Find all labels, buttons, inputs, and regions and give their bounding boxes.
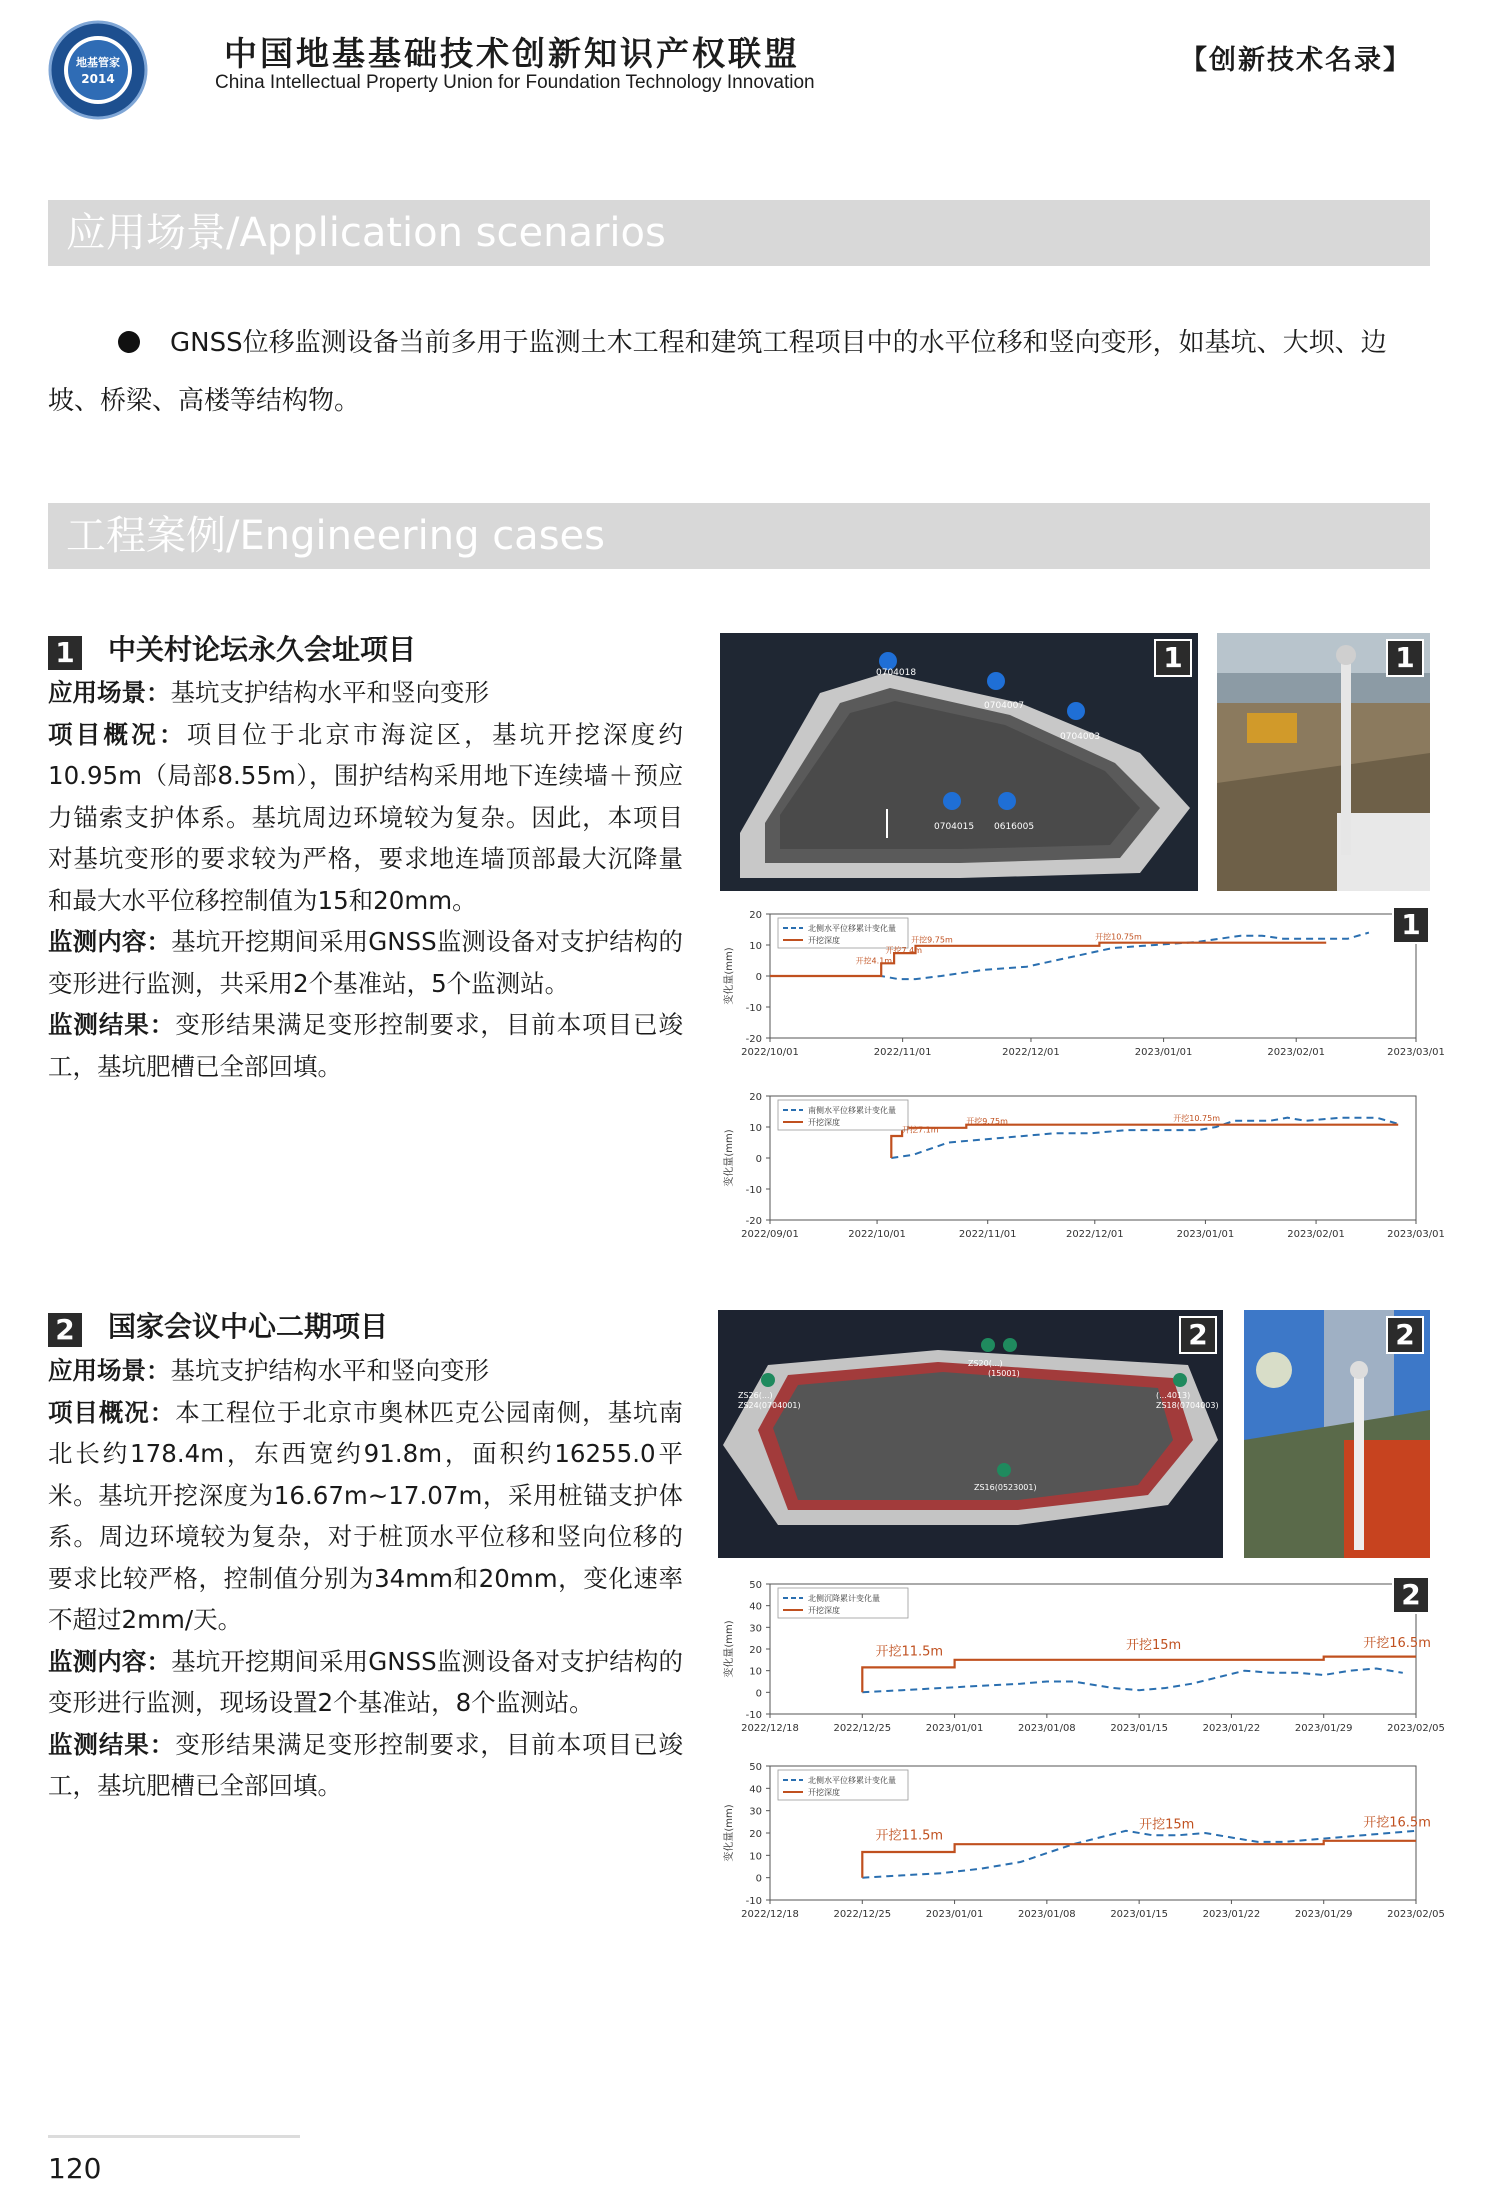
svg-text:0616005: 0616005 [994,822,1035,832]
y-tick-label: 10 [749,1666,762,1678]
x-tick-label: 2022/11/01 [873,1047,932,1058]
case1-title: 1 中关村论坛永久会址项目 [48,628,416,670]
bullet-icon [118,331,140,353]
case1-3d-model-image [720,633,1198,891]
case1-body: 应用场景：基坑支护结构水平和竖向变形 项目概况：项目位于北京市海淀区，基坑开挖深度约10.95m（局部8.55m），围护结构采用地下连续墙＋预应力锚索支护体系。基坑周边环境较为复杂。因此，本项目对基坑变形的要求较为严格，要求地连墙顶部最大沉降量和最大水平位移控制值为15和20mm。 监测内容：基坑开挖期间采用GNSS监测设备对支护结构的变形进行监测，共采用2个基准站，5个监测站。 监测结果：变形结果满足变形控制要求，目前本项目已竣工，基坑肥槽已全部回填。 [48,678,683,1081]
x-tick-label: 2023/01/22 [1202,1909,1261,1920]
excavation-annotation: 开挖11.5m [875,1644,944,1660]
y-tick-label: 50 [749,1580,762,1591]
y-tick-label: 10 [749,1123,762,1134]
y-tick-label: 20 [749,1645,762,1656]
x-tick-label: 2023/01/08 [1018,1909,1076,1920]
y-tick-label: 20 [749,910,762,921]
section-title-cases: 工程案例/Engineering cases [48,503,1430,569]
x-tick-label: 2023/01/01 [925,1909,984,1920]
y-axis-label: 变化量(mm) [724,1804,735,1862]
excavation-annotation: 开挖10.75m [1095,932,1142,942]
org-name-en: China Intellectual Property Union for Foundation Technology Innovation [215,72,815,93]
x-tick-label: 2022/10/01 [741,1047,799,1058]
y-tick-label: 10 [749,1851,762,1863]
excavation-annotation: 开挖7.1m [902,1125,939,1135]
y-tick-label: 40 [749,1601,762,1613]
chart-legend [778,1588,908,1618]
case2-body: 应用场景：基坑支护结构水平和竖向变形 项目概况：本工程位于北京市奥林匹克公园南侧，基坑南北长约178.4m，东西宽约91.8m，面积约16255.0平米。基坑开挖深度为16.67m~17.07m，采用桩锚支护体系。周边环境较为复杂，对于桩顶水平位移和竖向位移的要求比较严格，控制值分别为34mm和20mm，变化速率不超过2mm/天。 监测内容：基坑开挖期间采用GNSS监测设备对支护结构的变形进行监测，现场设置2个基准站，8个监测站。 监测结果：变形结果满足变形控制要求，目前本项目已竣工，基坑肥槽已全部回填。 [48,1356,683,1800]
y-tick-label: -20 [745,1034,762,1045]
svg-text:(15001): (15001) [988,1369,1020,1378]
x-tick-label: 2023/02/05 [1387,1909,1445,1920]
figure-number-badge: 1 [1154,639,1192,677]
figure-number-badge: 2 [1179,1316,1217,1354]
excavation-annotation: 开挖15m [1139,1817,1195,1833]
svg-text:2014: 2014 [81,72,115,86]
legend-label: 开挖深度 [808,1606,840,1615]
legend-box [778,1588,908,1618]
y-tick-label: -10 [745,1003,762,1014]
excavation-annotation: 开挖15m [1125,1638,1182,1653]
y-tick-label: -10 [745,1185,762,1196]
x-tick-label: 2022/12/01 [1002,1047,1060,1058]
svg-text:地基管家: 地基管家 [76,56,120,69]
svg-text:0704003: 0704003 [1060,732,1101,742]
x-tick-label: 2022/12/25 [833,1723,892,1734]
x-tick-label: 2022/11/01 [958,1229,1017,1240]
section-title-application: 应用场景/Application scenarios [48,200,1430,266]
x-tick-label: 2023/01/01 [1134,1047,1193,1058]
legend-label: 北侧水平位移累计变化量 [808,1776,896,1785]
x-tick-label: 2023/01/01 [925,1723,984,1734]
svg-text:0704018: 0704018 [876,668,917,678]
legend-box [778,1100,908,1130]
x-tick-label: 2022/12/18 [741,1909,799,1920]
y-axis-label: 变化量(mm) [724,947,735,1005]
x-tick-label: 2023/03/01 [1387,1047,1445,1058]
case1-chart-south [718,1086,1445,1246]
x-tick-label: 2023/02/01 [1287,1229,1345,1240]
x-tick-label: 2023/02/05 [1387,1723,1445,1734]
case2-site-photo [1244,1310,1430,1558]
excavation-annotation: 开挖4.1m [855,956,893,966]
figure-number-badge: 2 [1386,1316,1424,1354]
x-tick-label: 2023/01/29 [1294,1723,1353,1734]
excavation-annotation: 开挖9.75m [966,1116,1008,1126]
legend-label: 开挖深度 [808,1118,840,1127]
x-tick-label: 2023/01/01 [1176,1229,1235,1240]
x-tick-label: 2022/09/01 [741,1229,799,1240]
y-tick-label: 0 [755,972,762,983]
y-tick-label: 10 [749,941,762,952]
x-tick-label: 2023/01/08 [1018,1723,1076,1734]
y-axis-label: 变化量(mm) [724,1129,735,1187]
svg-text:0704007: 0704007 [984,701,1025,711]
y-tick-label: 50 [749,1762,762,1773]
x-tick-label: 2023/02/01 [1267,1047,1326,1058]
page-number: 120 [48,2152,102,2185]
legend-box [778,918,908,948]
svg-text:ZS24(0704001): ZS24(0704001) [738,1401,801,1410]
org-name-cn: 中国地基基础技术创新知识产权联盟 [224,34,800,73]
x-tick-label: 2023/01/22 [1202,1723,1261,1734]
chart-legend [778,1100,908,1130]
y-tick-label: 20 [749,1092,762,1103]
x-tick-label: 2023/01/15 [1110,1723,1168,1734]
case2-3d-model-image [718,1310,1223,1558]
chart-legend [778,918,908,948]
chart-legend [778,1770,908,1800]
figure-number-badge: 1 [1392,906,1430,944]
svg-text:(...4013): (...4013) [1156,1391,1191,1400]
alliance-logo [48,20,148,120]
x-tick-label: 2022/12/18 [741,1723,799,1734]
x-tick-label: 2023/01/29 [1294,1909,1353,1920]
y-tick-label: 30 [749,1623,762,1635]
footer-divider [48,2135,300,2138]
y-tick-label: 0 [755,1154,762,1165]
legend-label: 南侧水平位移累计变化量 [808,1106,896,1115]
y-tick-label: 0 [755,1688,762,1700]
x-tick-label: 2023/01/15 [1110,1909,1168,1920]
application-paragraph: GNSS位移监测设备当前多用于监测土木工程和建筑工程项目中的水平位移和竖向变形，如基坑、大坝、边坡、桥梁、高楼等结构物。 [48,328,1387,416]
y-tick-label: -20 [745,1216,762,1227]
svg-text:ZS26(...): ZS26(...) [738,1391,773,1400]
excavation-annotation: 开挖7.4m [885,946,923,956]
excavation-annotation: 开挖16.5m [1363,1815,1431,1831]
legend-box [778,1770,908,1800]
y-tick-label: 20 [749,1829,762,1840]
excavation-annotation: 开挖11.5m [875,1828,944,1844]
y-tick-label: -10 [745,1896,762,1907]
case-number-badge: 1 [48,636,82,670]
figure-number-badge: 1 [1386,639,1424,677]
x-tick-label: 2022/12/01 [1065,1229,1124,1240]
case1-site-photo [1217,633,1430,891]
excavation-annotation: 开挖10.75m [1173,1113,1221,1123]
svg-text:ZS18(0704003): ZS18(0704003) [1156,1401,1219,1410]
y-tick-label: -10 [745,1710,762,1721]
case2-chart-settlement [718,1574,1445,1740]
y-tick-label: 40 [749,1784,762,1796]
x-tick-label: 2023/03/01 [1387,1229,1445,1240]
legend-label: 北侧水平位移累计变化量 [808,924,896,933]
svg-text:0704015: 0704015 [934,822,975,832]
y-axis-label: 变化量(mm) [724,1620,735,1678]
case1-chart-north [718,904,1445,1064]
excavation-annotation: 开挖9.75m [911,935,953,945]
legend-label: 开挖深度 [808,1788,840,1797]
legend-label: 北侧沉降累计变化量 [808,1594,880,1603]
legend-label: 开挖深度 [808,936,840,945]
case-number-badge: 2 [48,1313,82,1347]
case2-title: 2 国家会议中心二期项目 [48,1305,388,1347]
catalog-tag: 【创新技术名录】 [1180,45,1412,76]
x-tick-label: 2022/10/01 [848,1229,906,1240]
figure-number-badge: 2 [1392,1576,1430,1614]
case2-chart-horizontal [718,1756,1445,1926]
excavation-annotation: 开挖16.5m [1363,1635,1431,1651]
x-tick-label: 2022/12/25 [833,1909,892,1920]
y-tick-label: 30 [749,1806,762,1818]
svg-text:ZS16(0523001): ZS16(0523001) [974,1483,1037,1492]
y-tick-label: 0 [755,1873,762,1885]
svg-text:ZS20(...): ZS20(...) [968,1359,1003,1368]
